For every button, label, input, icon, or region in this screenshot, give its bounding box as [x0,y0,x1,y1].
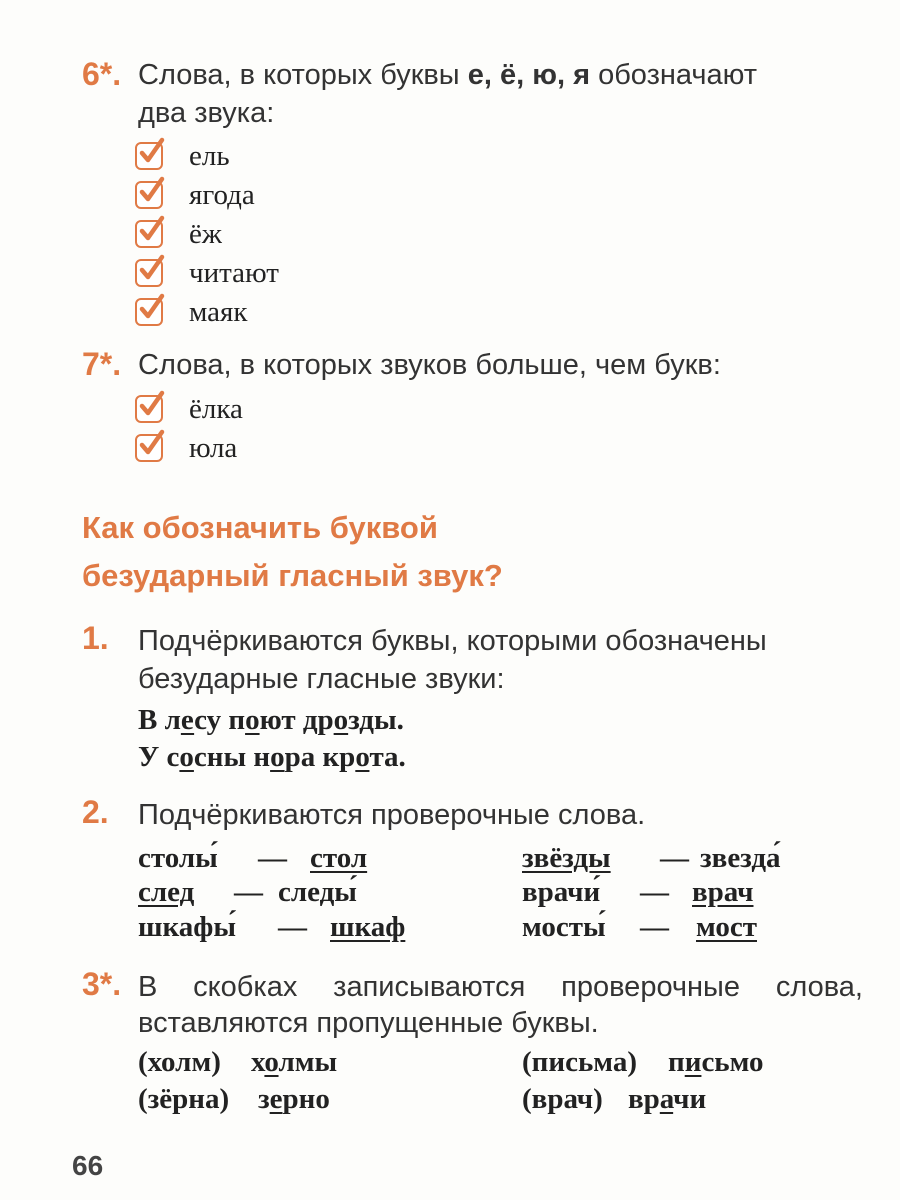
checkbox-checked-icon [135,298,163,326]
underlined-letter: о [179,741,194,773]
dash: — [258,842,287,874]
checkbox-checked-icon [135,259,163,287]
q6-text [138,56,868,94]
insert-pair: (письма) письмо [522,1046,764,1078]
underlined-letter: е [180,704,195,736]
word: столы́ [138,842,218,874]
insert-pair: (зёрна) зерно [138,1083,330,1115]
inserted-letter: о [264,1046,279,1078]
s2-text: Подчёркиваются проверочные слова. [138,799,646,831]
inserted-letter: а [659,1083,674,1115]
checkbox-checked-icon [135,434,163,462]
check-word: звёзды [522,842,611,874]
word: шкафы́ [138,911,236,943]
q7-word: юла [189,431,238,464]
s2-number: 2. [82,794,109,830]
q6-item [135,139,230,173]
checkbox-checked-icon [135,395,163,423]
word: врачи́ [522,876,601,908]
check-word: врач [692,876,754,908]
q6-word: читают [189,256,279,289]
underlined-letter: о [245,704,260,736]
q6-text-post: обозначают [590,59,758,91]
word-pair [522,876,753,909]
q6-word: ягода [189,178,255,211]
dash: — [660,842,689,874]
q7-item [135,392,243,426]
s1-text-line1: Подчёркиваются буквы, которыми обозначены [138,625,767,657]
dash: — [234,876,263,908]
s1-number: 1. [82,620,109,656]
check-word: мост [696,911,757,943]
q6-item [135,217,222,251]
word: следы́ [278,876,357,908]
underlined-letter: о [355,741,370,773]
check-word: след [138,876,195,908]
check-word: (письма) [522,1046,637,1078]
q6-item [135,256,279,290]
q6-item [135,178,255,212]
dash: — [278,911,307,943]
q6-word: ель [189,139,230,172]
q6-letter: ю, [532,59,566,91]
q6-letter: ё, [499,59,525,91]
q6-text-line2: два звука: [138,97,275,129]
inserted-letter: е [269,1083,283,1115]
q7-item [135,431,237,465]
q6-word: маяк [189,295,248,328]
word-pair [522,842,781,875]
section-title-line2: безударный гласный звук? [82,558,503,593]
check-word: (врач) [522,1083,603,1115]
checkbox-checked-icon [135,142,163,170]
q7-number: 7*. [82,346,122,382]
s1-sentence: В лесу поют дрозды. [138,704,404,736]
s3-number: 3*. [82,966,122,1002]
q6-letter: е, [467,59,492,91]
dash: — [640,911,669,943]
s3-text-line1: В скобках записываются проверочные слова, [138,971,863,1003]
s1-sentence: У сосны нора крота. [138,741,406,773]
dash: — [640,876,669,908]
check-word: (холм) [138,1046,221,1078]
q6-item [135,295,247,329]
page-number: 66 [72,1150,104,1181]
q6-letter: я [573,59,591,91]
check-word: (зёрна) [138,1083,230,1115]
word-pair [522,911,757,944]
word-pair [138,911,405,944]
s3-text-line2: вставляются пропущенные буквы. [138,1007,599,1039]
underlined-letter: о [270,741,285,773]
word: мосты́ [522,911,606,943]
q6-text-pre: Слова, в которых буквы [138,59,468,91]
inserted-letter: и [684,1046,702,1078]
check-word: стол [310,842,368,874]
insert-pair: (холм) холмы [138,1046,338,1078]
section-title [82,504,503,600]
q7-text: Слова, в которых звуков больше, чем букв: [138,349,721,381]
insert-pair: (врач) врачи [522,1083,707,1115]
section-title-line1: Как обозначить буквой [82,510,438,545]
word: звезда́ [700,842,781,874]
word-pair [138,876,357,909]
underlined-letter: о [333,704,349,736]
q6-word: ёж [189,217,222,250]
checkbox-checked-icon [135,220,163,248]
check-word: шкаф [330,911,406,943]
s1-text-line2: безударные гласные звуки: [138,663,505,695]
q7-word: ёлка [189,392,243,425]
checkbox-checked-icon [135,181,163,209]
q6-number: 6*. [82,56,122,92]
word-pair [138,842,367,875]
